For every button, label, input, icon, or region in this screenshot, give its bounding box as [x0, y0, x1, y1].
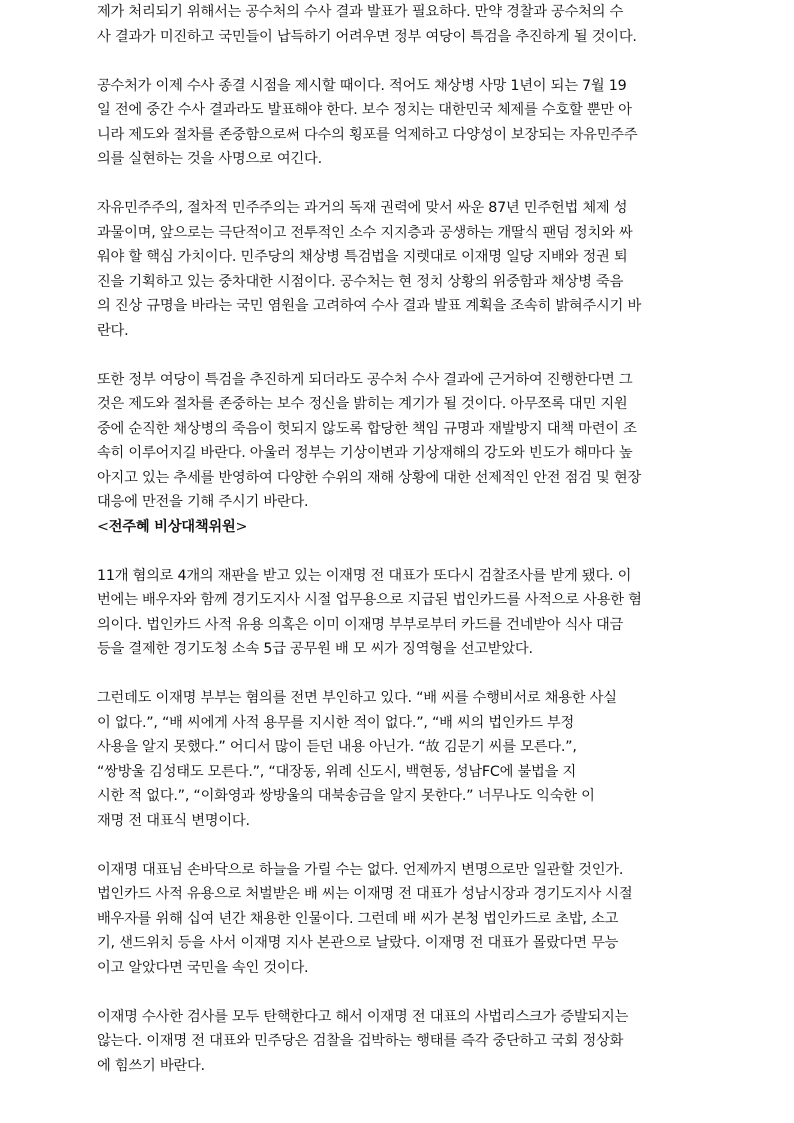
text-line: 의이다. 법인카드 사적 유용 의혹은 이미 이재명 부부로부터 카드를 건네받아 식사 대금 [97, 616, 624, 633]
paragraph [97, 858, 709, 981]
speaker-close-bracket: > [235, 518, 248, 535]
text-line: 자유민주주의, 절차적 민주주의는 과거의 독재 권력에 맞서 싸운 87년 민주헌법 체제 성 [97, 200, 628, 216]
paragraph-gap [97, 662, 709, 687]
text-line: 진을 기획하고 있는 중차대한 시점이다. 공수처는 현 정치 상황의 위중함과 채상병 죽음 [97, 273, 624, 290]
paragraph-gap [97, 980, 709, 1005]
text-line: 제가 처리되기 위해서는 공수처의 수사 결과 발표가 필요하다. 만약 경찰과 공수처의 수 [97, 4, 624, 20]
text-line: 일 전에 중간 수사 결과라도 발표해야 한다. 보수 정치는 대한민국 체제를 수호할 뿐만 아 [97, 102, 632, 118]
text-line: 이고 알았다면 국민을 속인 것이다. [97, 959, 309, 976]
text-line: 배우자를 위해 십여 년간 채용한 인물이다. 그런데 배 씨가 본청 법인카드로 초밥, 소고 [97, 910, 619, 927]
document-body [97, 0, 709, 1078]
text-line: 아지고 있는 추세를 반영하여 다양한 수위의 재해 상황에 대한 선제적인 안전 점검 및 현장 [97, 469, 642, 486]
text-line: 않는다. 이재명 전 대표와 민주당은 검찰을 겁박하는 행태를 즉각 중단하고 국회 정상화 [97, 1033, 624, 1049]
speaker-open-bracket: < [97, 518, 109, 535]
text-line: 사용을 알지 못했다.” 어디서 많이 듣던 내용 아닌가. “故 김문기 씨를 모른다.”, [97, 739, 577, 755]
text-line: 재명 전 대표식 변명이다. [97, 812, 250, 829]
paragraph [97, 0, 709, 49]
text-line: 의 진상 규명을 바라는 국민 염원을 고려하여 수사 결과 발표 계획을 조속히 밝혀주시기 바 [97, 298, 642, 314]
text-line: 니라 제도와 절차를 존중함으로써 다수의 횡포를 억제하고 다양성이 보장되는 자유민주주 [97, 126, 638, 143]
text-line: 이재명 대표님 손바닥으로 하늘을 가릴 수는 없다. 언제까지 변명으로만 일관할 것인가. [97, 861, 624, 878]
text-line: 이 없다.”, “배 씨에게 사적 용무를 지시한 적이 없다.”, “배 씨의 법인카드 부정 [97, 714, 575, 731]
text-line: 에 힘쓰기 바란다. [97, 1057, 205, 1074]
text-line: 의를 실현하는 것을 사명으로 여긴다. [97, 151, 322, 167]
text-line: 또한 정부 여당이 특검을 추진하게 되더라도 공수처 수사 결과에 근거하여 진행한다면 그 [97, 371, 633, 388]
text-line: 11개 혐의로 4개의 재판을 받고 있는 이재명 전 대표가 또다시 검찰조사를 받게 됐다. 이 [97, 567, 632, 584]
paragraph [97, 686, 709, 833]
text-line: 공수처가 이제 수사 종결 시점을 제시할 때이다. 적어도 채상병 사망 1년이 되는 7월 19 [97, 77, 627, 94]
text-line: 번에는 배우자와 함께 경기도지사 시절 업무용으로 지급된 법인카드를 사적으로 사용한 혐 [97, 592, 642, 608]
text-line: 란다. [97, 322, 129, 339]
speaker-name: 전주혜 비상대책위원 [108, 518, 236, 535]
paragraph-gap [97, 539, 709, 564]
text-line: 워야 할 핵심 가치이다. 민주당의 채상병 특검법을 지렛대로 이재명 일당 지배와 정권 퇴 [97, 249, 628, 265]
text-line: 중에 순직한 채상병의 죽음이 헛되지 않도록 합당한 책임 규명과 재발방지 대책 마련이 조 [97, 420, 637, 437]
paragraph-gap [97, 49, 709, 74]
text-line: 이재명 수사한 검사를 모두 탄핵한다고 해서 이재명 전 대표의 사법리스크가 증발되지는 [97, 1008, 629, 1025]
text-line: 등을 결제한 경기도청 소속 5급 공무원 배 모 씨가 징역형을 선고받았다. [97, 641, 533, 657]
paragraph [97, 196, 709, 343]
text-line: 시한 적 없다.”, “이화영과 쌍방울의 대북송금을 알지 못한다.” 너무나도 익숙한 이 [97, 788, 595, 804]
paragraph [97, 74, 709, 172]
text-line: 법인카드 사적 유용으로 처벌받은 배 씨는 이재명 전 대표가 성남시장과 경기도지사 시절 [97, 886, 633, 902]
paragraph-gap [97, 833, 709, 858]
speaker-heading [97, 515, 709, 540]
text-line: 대응에 만전을 기해 주시기 바란다. [97, 494, 309, 510]
text-line: “쌍방울 김성태도 모른다.”, “대장동, 위례 신도시, 백현동, 성남FC에 불법을 지 [97, 763, 576, 780]
paragraph-gap [97, 172, 709, 197]
text-line: 과물이며, 앞으로는 극단적이고 전투적인 소수 지지층과 공생하는 개딸식 팬덤 정치와 싸 [97, 224, 633, 241]
paragraph [97, 368, 709, 515]
paragraph [97, 564, 709, 662]
text-line: 그런데도 이재명 부부는 혐의를 전면 부인하고 있다. “배 씨를 수행비서로 채용한 사실 [97, 690, 617, 706]
text-line: 기, 샌드위치 등을 사서 이재명 지사 본관으로 날랐다. 이재명 전 대표가 몰랐다면 무능 [97, 935, 619, 951]
text-line: 것은 제도와 절차를 존중하는 보수 정신을 밝히는 계기가 될 것이다. 아무쪼록 대민 지원 [97, 396, 628, 412]
text-line: 속히 이루어지길 바란다. 아울러 정부는 기상이변과 기상재해의 강도와 빈도가 해마다 높 [97, 445, 633, 461]
paragraph-gap [97, 343, 709, 368]
paragraph [97, 1005, 709, 1079]
text-line: 사 결과가 미진하고 국민들이 납득하기 어려우면 정부 여당이 특검을 추진하게 될 것이다. [97, 28, 637, 45]
